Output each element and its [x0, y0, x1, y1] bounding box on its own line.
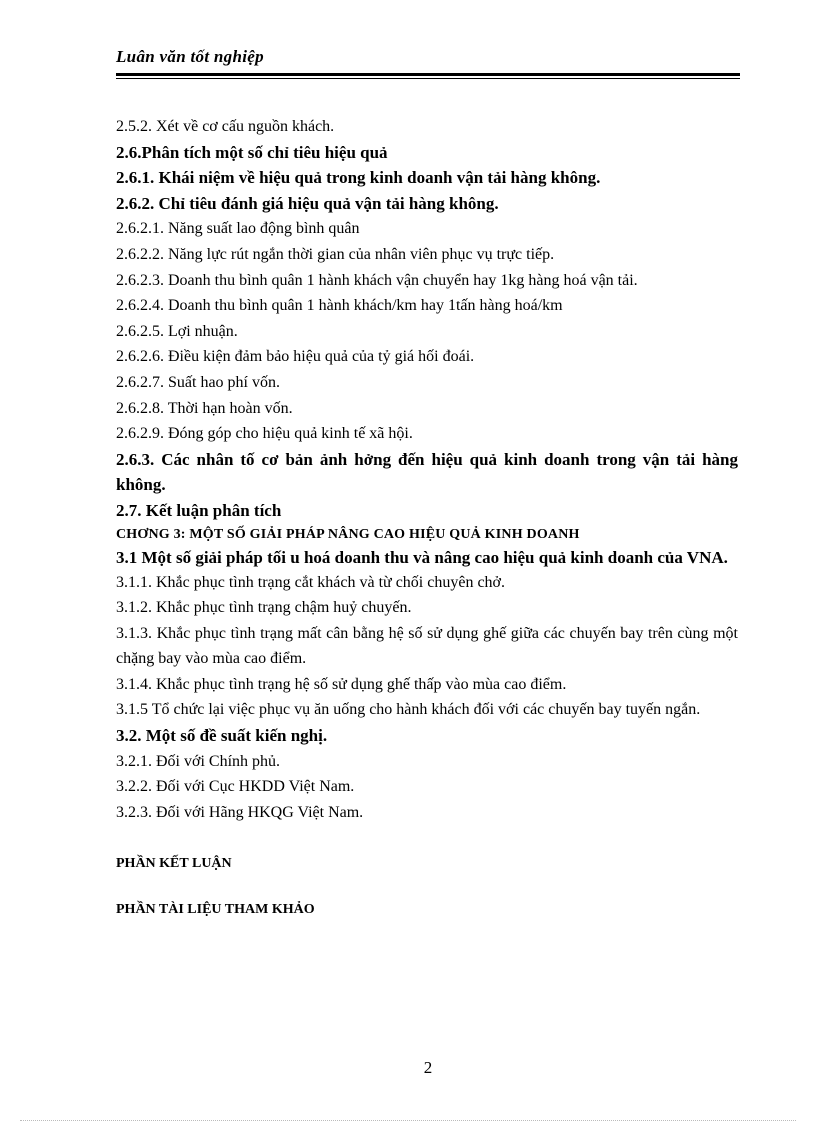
toc-line: 2.6.2.9. Đóng góp cho hiệu quả kinh tế xã hội.	[116, 425, 413, 443]
toc-heading: 3.1 Một số giải pháp tối u hoá doanh thu và nâng cao hiệu quả kinh doanh của VNA.	[116, 547, 728, 567]
toc-line: 3.1.4. Khắc phục tình trạng hệ số sử dụng ghế thấp vào mùa cao điểm.	[116, 675, 567, 693]
toc-line: 3.2.3. Đối với Hãng HKQG Việt Nam.	[116, 803, 364, 821]
running-header: Luân văn tốt nghiệp	[116, 47, 264, 66]
toc-line: 2.6.2.8. Thời hạn hoàn vốn.	[116, 399, 293, 417]
toc-content	[116, 114, 738, 921]
conclusion-heading: PHẦN KẾT LUẬN	[116, 856, 232, 872]
toc-line: 3.1.2. Khắc phục tình trạng chậm huỷ chuyến.	[116, 599, 412, 617]
references-heading: PHẦN TÀI LIỆU THAM KHẢO	[116, 902, 315, 918]
toc-heading: 2.6.Phân tích một số chỉ tiêu hiệu quả	[116, 142, 388, 162]
toc-heading: 2.6.2. Chỉ tiêu đánh giá hiệu quả vận tải hàng không.	[116, 193, 499, 213]
toc-heading: 2.6.1. Khái niệm về hiệu quả trong kinh doanh vận tải hàng không.	[116, 168, 601, 188]
toc-line: 3.1.3. Khắc phục tình trạng mất cân bằng hệ số sử dụng ghế giữa các chuyến bay trên cùng một chặng bay vào mùa cao điểm.	[116, 624, 738, 668]
header-rule-thick	[116, 73, 740, 76]
toc-line: 2.6.2.3. Doanh thu bình quân 1 hành khách vận chuyển hay 1kg hàng hoá vận tải.	[116, 271, 638, 289]
page-number: 2	[423, 1058, 433, 1077]
toc-heading: 2.6.3. Các nhân tố cơ bản ảnh hởng đến hiệu quả kinh doanh trong vận tải hàng không.	[116, 449, 738, 495]
toc-line: 2.6.2.4. Doanh thu bình quân 1 hành khách/km hay 1tấn hàng hoá/km	[116, 297, 563, 315]
toc-line: 3.2.1. Đối với Chính phủ.	[116, 752, 281, 770]
toc-line: 2.6.2.2. Năng lực rút ngắn thời gian của nhân viên phục vụ trực tiếp.	[116, 245, 555, 263]
toc-line: 2.6.2.1. Năng suất lao động bình quân	[116, 220, 360, 238]
page-bottom-border	[20, 1120, 796, 1121]
toc-line: 3.1.5 Tổ chức lại việc phục vụ ăn uống cho hành khách đối với các chuyến bay tuyến ngắn.	[116, 701, 701, 719]
chapter-title: CHƠNG 3: MỘT SỐ GIẢI PHÁP NÂNG CAO HIỆU QUẢ KINH DOANH	[116, 526, 580, 542]
toc-line: 2.6.2.7. Suất hao phí vốn.	[116, 373, 280, 391]
toc-line: 2.6.2.6. Điều kiện đảm bảo hiệu quả của tỷ giá hối đoái.	[116, 348, 475, 366]
toc-line: 3.2.2. Đối với Cục HKDD Việt Nam.	[116, 778, 355, 796]
toc-line: 2.5.2. Xét về cơ cấu nguồn khách.	[116, 118, 335, 135]
toc-heading: 2.7. Kết luận phân tích	[116, 500, 282, 520]
toc-heading: 3.2. Một số đề suất kiến nghị.	[116, 726, 328, 746]
header-rule-thin	[116, 78, 740, 79]
toc-line: 3.1.1. Khắc phục tình trạng cắt khách và từ chối chuyên chở.	[116, 573, 506, 591]
toc-line: 2.6.2.5. Lợi nhuận.	[116, 322, 238, 340]
